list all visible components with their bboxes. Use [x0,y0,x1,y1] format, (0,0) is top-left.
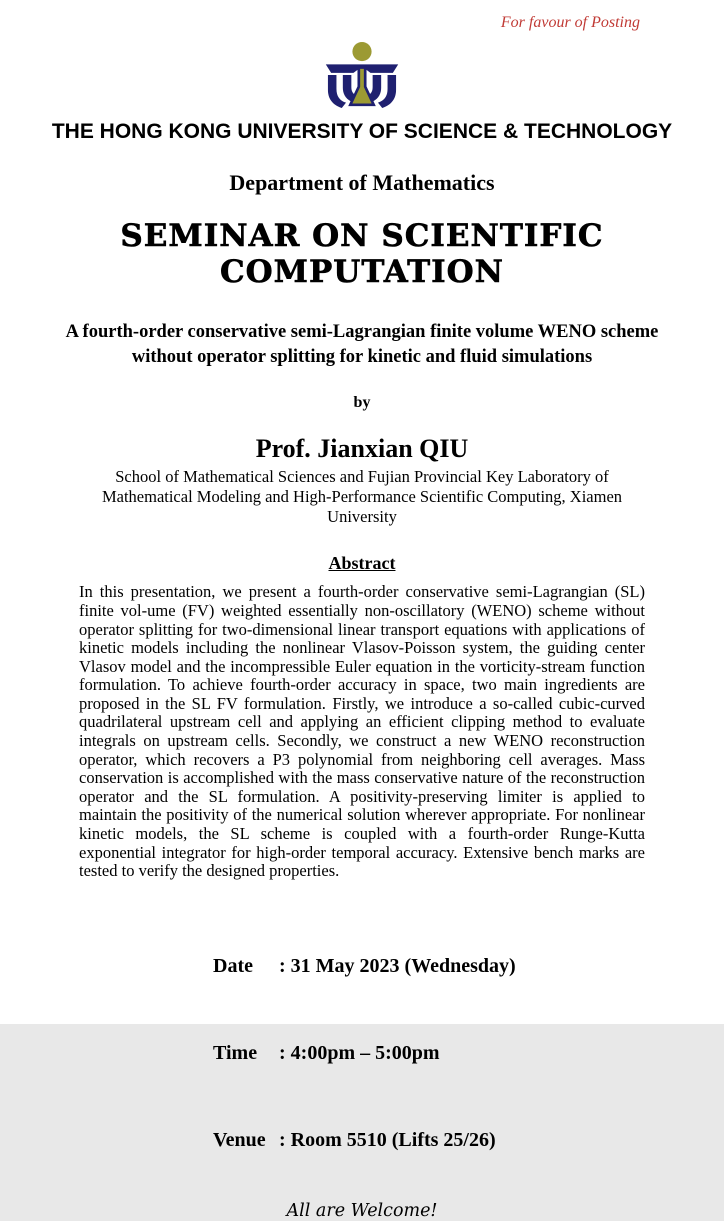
seminar-series-title: SEMINAR ON SCIENTIFIC COMPUTATION [120,218,604,290]
speaker-name: Prof. Jianxian QIU [255,433,469,463]
detail-row-venue [183,1097,724,1184]
department-name: Department of Mathematics [229,170,495,195]
detail-value-time: : 4:00pm – 5:00pm [279,1041,440,1064]
detail-label-venue: Venue [213,1128,266,1151]
detail-row-time [183,1010,724,1097]
abstract-text: In this presentation, we present a fourth-order conservative semi-Lagrangian (SL) finite vol-ume (FV) weighted essentially non-oscillatory (WENO) scheme without operator splitting for two-dimensional linear transport equations with applications of kinetic models including the nonlinear Vlasov-Poisson system, the guiding center Vlasov model and the incompressible Euler equation in the vorticity-stream function formulation. To achieve fourth-order accuracy in space, two main ingredients are proposed in the SL FV formulation. Firstly, we introduce a so-called cubic-curved quadrilateral upstream cell and applying an efficient clipping method to evaluate integrals on upstream cells. Secondly, we construct a new WENO reconstruction operator, which recovers a P3 polynomial from neighboring cell averages. Mass conservation is accomplished with the mass conservative nature of the reconstruction operator and the SL formulation. A positivity-preserving limiter is applied to maintain the positivity of the numerical solution wherever appropriate. For nonlinear kinetic models, the SL scheme is coupled with a fourth-order Runge-Kutta exponential integrator for high-order temporal accuracy. Extensive bench marks are tested to verify the designed properties. [79,582,645,881]
university-name: THE HONG KONG UNIVERSITY OF SCIENCE & TECHNOLOGY [51,120,673,143]
detail-label-date: Date [213,954,253,977]
talk-title: A fourth-order conservative semi-Lagrangian finite volume WENO scheme without operator splitting for kinetic and fluid simulations [65,322,659,367]
welcome-note: All are Welcome! [286,1200,438,1221]
by-label: by [353,393,371,411]
posting-note: For favour of Posting [500,14,640,31]
detail-label-time: Time [213,1041,258,1064]
detail-value-venue: : Room 5510 (Lifts 25/26) [279,1128,496,1151]
abstract-heading: Abstract [328,553,396,574]
detail-value-date: : 31 May 2023 (Wednesday) [279,954,516,977]
detail-row-date [183,923,724,1010]
hkust-logo-icon [317,42,407,108]
speaker-affiliation: School of Mathematical Sciences and Fujian Provincial Key Laboratory of Mathematical Modeling and High-Performance Scientific Computing, Xiamen University [101,466,623,527]
event-details [183,923,724,1184]
